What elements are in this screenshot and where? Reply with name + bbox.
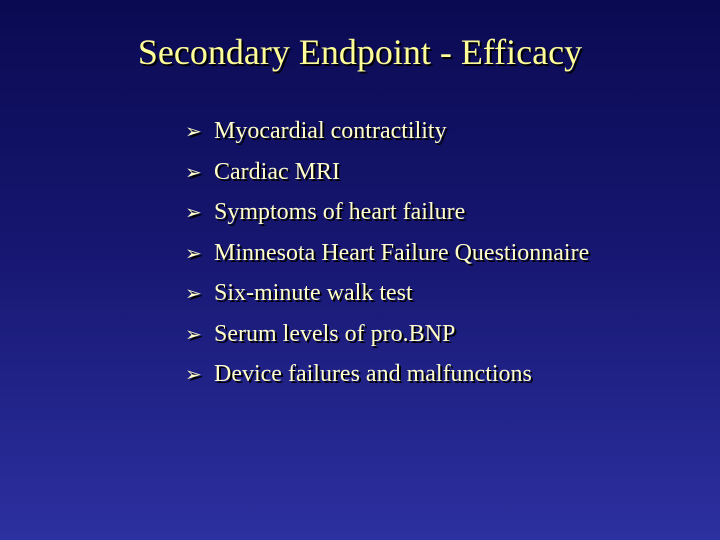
list-item <box>185 199 589 240</box>
list-item-label: Cardiac MRI <box>214 158 340 185</box>
slide-title: Secondary Endpoint - Efficacy <box>137 32 583 72</box>
list-item <box>185 118 589 159</box>
arrowhead-bullet-icon: ➢ <box>185 362 202 386</box>
arrowhead-bullet-icon: ➢ <box>185 200 202 224</box>
arrowhead-bullet-icon: ➢ <box>185 321 202 346</box>
list-item-label: Serum levels of pro.BNP <box>214 320 456 347</box>
list-item-label: Myocardial contractility <box>214 118 447 144</box>
list-item <box>185 361 589 402</box>
list-item <box>185 240 589 281</box>
arrowhead-bullet-icon: ➢ <box>185 159 202 184</box>
bullet-list <box>185 118 589 402</box>
list-item <box>185 321 589 362</box>
list-item-label: Symptoms of heart failure <box>214 199 466 225</box>
list-item-label: Minnesota Heart Failure Questionnaire <box>214 239 590 266</box>
arrowhead-bullet-icon: ➢ <box>185 281 202 305</box>
arrowhead-bullet-icon: ➢ <box>185 119 202 143</box>
list-item-label: Six-minute walk test <box>214 280 413 306</box>
list-item <box>185 280 589 321</box>
arrowhead-bullet-icon: ➢ <box>185 240 202 265</box>
list-item-label: Device failures and malfunctions <box>214 361 532 387</box>
list-item <box>185 159 589 200</box>
